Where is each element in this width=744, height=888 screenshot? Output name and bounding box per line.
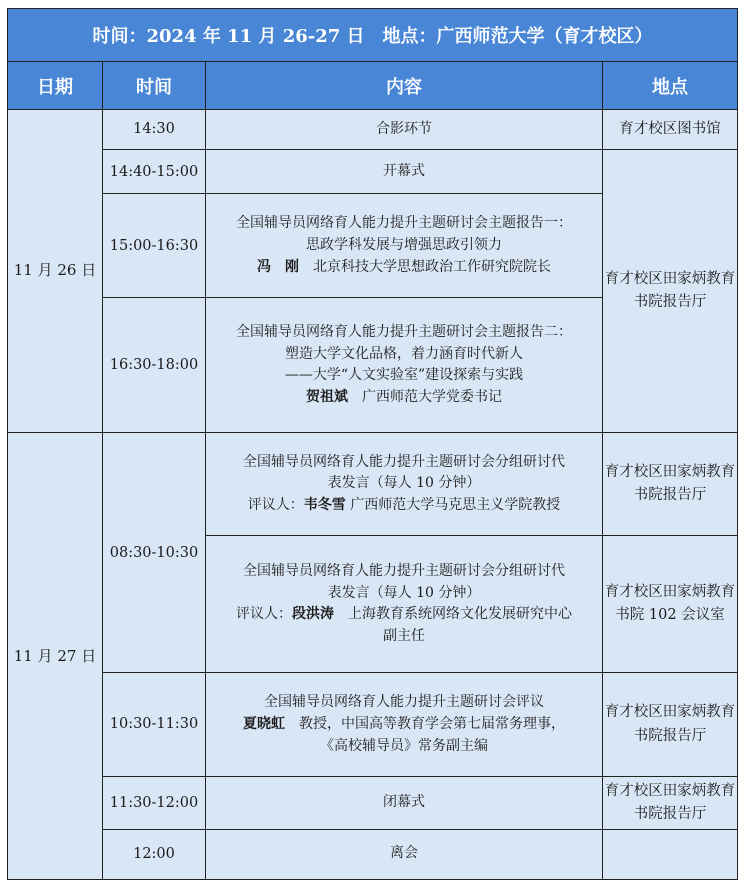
speaker-line: [206, 495, 602, 517]
content-cell: [206, 433, 603, 536]
content-cell: [206, 150, 603, 194]
content-line: 表发言（每人 10 分钟）: [327, 584, 481, 601]
content-line: 《高校辅导员》常务副主编: [320, 737, 488, 754]
content-line: 全国辅导员网络育人能力提升主题研讨会分组研讨代: [243, 453, 565, 470]
content-line: 全国辅导员网络育人能力提升主题研讨会分组研讨代: [243, 562, 565, 579]
time-cell: 15:00-16:30: [103, 194, 206, 298]
content-line: ——大学“人文实验室”建设探索与实践: [284, 367, 524, 384]
reviewer-label: 评议人：: [236, 606, 292, 623]
place-cell: 育才校区田家炳教育书院报告厅: [603, 433, 738, 536]
time-cell: 08:30-10:30: [103, 433, 206, 673]
speaker-name: 段洪涛: [292, 606, 334, 623]
place-cell: 育才校区田家炳教育书院报告厅: [603, 150, 738, 433]
content-line: 表发言（每人 10 分钟）: [327, 475, 481, 492]
place-cell: 育才校区田家炳教育书院报告厅: [603, 777, 738, 829]
content-cell: [206, 194, 603, 298]
speaker-name: 夏晓虹: [243, 715, 285, 732]
date-cell: 11 月 26 日: [8, 109, 103, 433]
place-cell: 育才校区田家炳教育书院报告厅: [603, 673, 738, 777]
table-row: [8, 829, 738, 880]
time-cell: 10:30-11:30: [103, 673, 206, 777]
column-header-date: 日期: [8, 62, 103, 109]
table-row: [8, 433, 738, 536]
place-cell: 育才校区图书馆: [603, 109, 738, 149]
content-cell: [206, 536, 603, 673]
speaker-title: 上海教育系统网络文化发展研究中心: [348, 606, 572, 623]
speaker-name: 冯 刚: [257, 258, 299, 275]
reviewer-label: 评议人：: [247, 497, 304, 514]
speaker-line: [206, 604, 602, 626]
date-cell: 11 月 27 日: [8, 433, 103, 880]
column-header-content: 内容: [206, 62, 603, 109]
table-row: [8, 150, 738, 194]
column-header-place: 地点: [603, 62, 738, 109]
speaker-line: [206, 714, 602, 736]
schedule-table: [7, 8, 738, 880]
content-line: 副主任: [383, 627, 425, 644]
speaker-title: 教授，中国高等教育学会第七届常务理事，: [299, 715, 565, 732]
speaker-title: 广西师范大学马克思主义学院教授: [350, 497, 561, 514]
column-header-row: [8, 62, 738, 109]
column-header-time: 时间: [103, 62, 206, 109]
schedule-title: 时间：2024 年 11 月 26-27 日 地点：广西师范大学（育才校区）: [8, 9, 738, 62]
time-cell: 14:30: [103, 109, 206, 149]
time-cell: 14:40-15:00: [103, 150, 206, 194]
content-line: 全国辅导员网络育人能力提升主题研讨会主题报告二：: [236, 323, 572, 340]
place-cell: 育才校区田家炳教育书院 102 会议室: [603, 536, 738, 673]
content-cell: [206, 673, 603, 777]
content-line: 闭幕式: [383, 793, 425, 810]
speaker-line: [206, 257, 602, 279]
time-cell: 12:00: [103, 829, 206, 880]
content-line: 全国辅导员网络育人能力提升主题研讨会主题报告一：: [236, 215, 572, 232]
speaker-title: 广西师范大学党委书记: [362, 389, 502, 405]
content-line: 思政学科发展与增强思政引领力: [306, 237, 502, 254]
content-line: 合影环节: [376, 120, 432, 137]
content-line: 离会: [390, 845, 418, 862]
table-row: [8, 777, 738, 829]
speaker-name: 贺祖斌: [306, 389, 348, 405]
time-cell: 11:30-12:00: [103, 777, 206, 829]
table-row: [8, 673, 738, 777]
content-line: 开幕式: [383, 162, 425, 179]
place-cell: [603, 829, 738, 880]
content-cell: [206, 829, 603, 880]
content-cell: [206, 109, 603, 149]
content-line: 全国辅导员网络育人能力提升主题研讨会评议: [264, 694, 544, 711]
speaker-title: 北京科技大学思想政治工作研究院院长: [313, 258, 551, 275]
title-row: [8, 9, 738, 62]
time-cell: 16:30-18:00: [103, 298, 206, 433]
content-cell: [206, 298, 603, 433]
speaker-line: [206, 387, 602, 409]
content-line: 塑造大学文化品格，着力涵育时代新人: [285, 345, 523, 362]
speaker-name: 韦冬雪: [303, 497, 346, 514]
content-cell: [206, 777, 603, 829]
table-row: [8, 109, 738, 149]
